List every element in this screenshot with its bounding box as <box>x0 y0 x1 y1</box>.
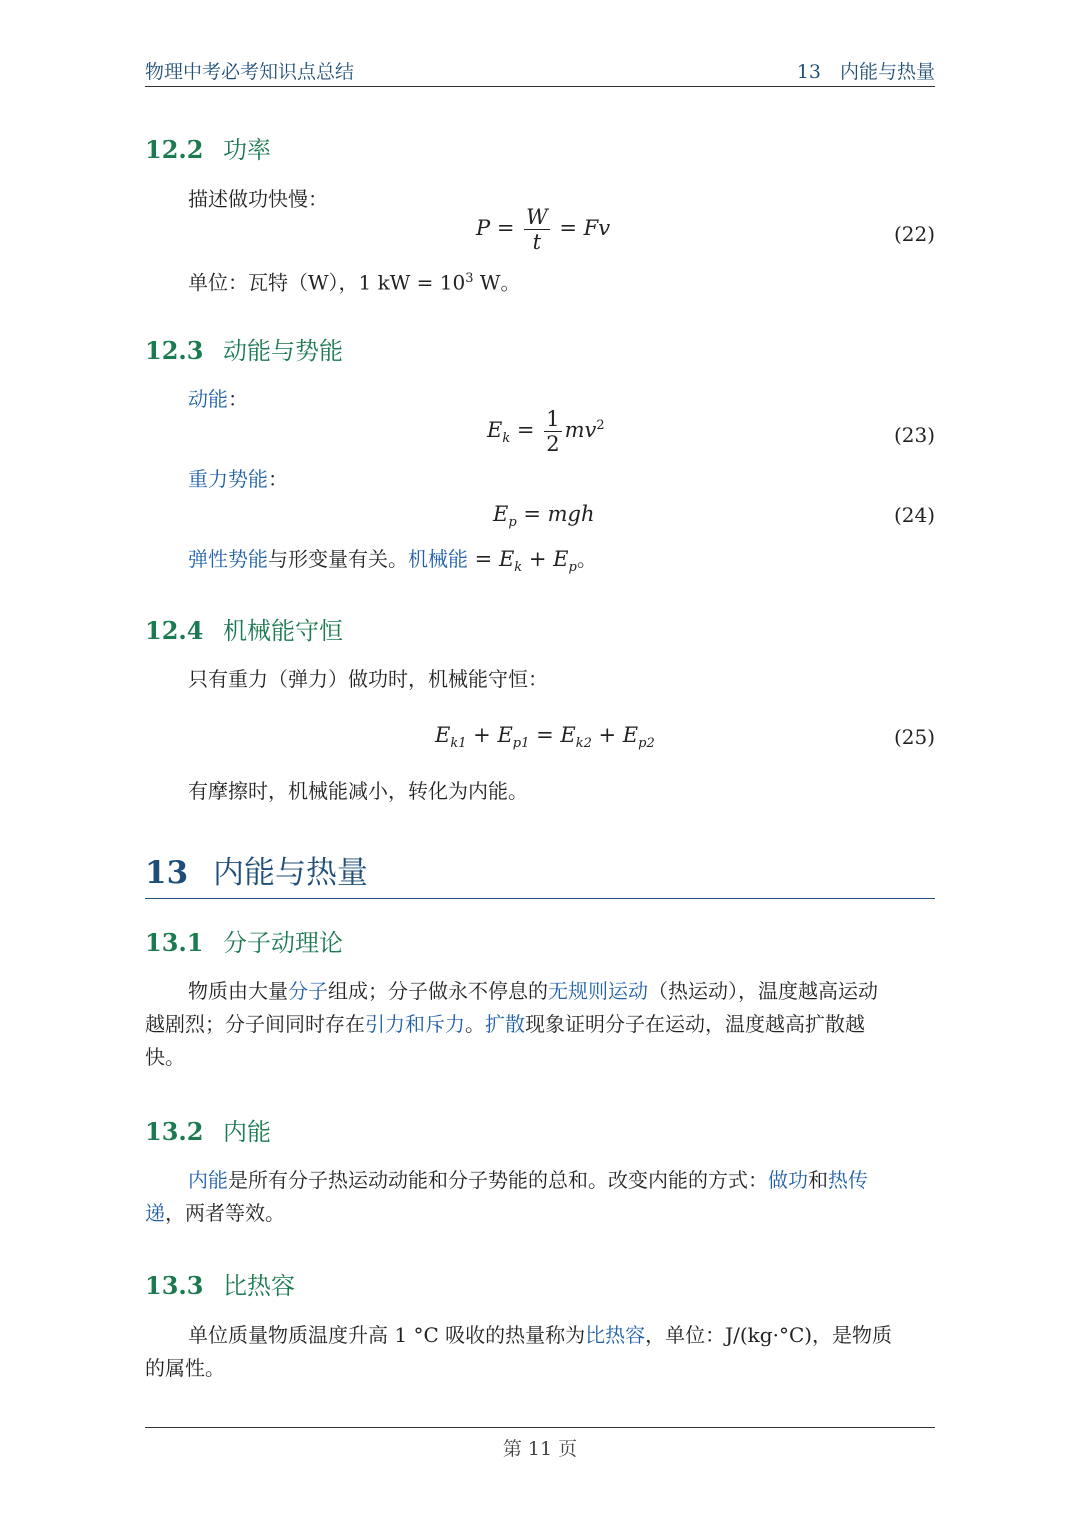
keyword-random-motion: 无规则运动 <box>548 979 648 1003</box>
text: 越剧烈；分子间同时存在 <box>145 1012 365 1036</box>
equation-number-22: (22) <box>893 222 935 246</box>
text: （热运动），温度越高运动 <box>648 979 878 1003</box>
text: ，两者等效。 <box>165 1201 285 1225</box>
paragraph-conservation-intro: 只有重力（弹力）做功时，机械能守恒： <box>188 667 548 691</box>
text: ，单位：J/(kg·°C)，是物质 <box>645 1323 893 1347</box>
keyword-kinetic-energy: 动能 <box>188 387 228 411</box>
chapter-rule <box>145 898 935 899</box>
running-header-chapter: 13 内能与热量 <box>796 61 935 83</box>
colon: ： <box>228 387 248 411</box>
page-number: 第 11 页 <box>502 1438 578 1460</box>
header-rule <box>145 86 935 87</box>
unit-tail: W。 <box>473 270 521 295</box>
section-title: 分子动理论 <box>223 929 343 957</box>
section-title: 机械能守恒 <box>223 617 343 645</box>
section-number: 13.3 <box>145 1271 204 1300</box>
section-number: 12.3 <box>145 336 204 365</box>
keyword-specific-heat: 比热容 <box>585 1323 646 1347</box>
section-title: 功率 <box>223 136 271 164</box>
text: 和 <box>808 1168 828 1192</box>
paragraph-internal-energy-line-1 <box>188 1164 868 1197</box>
text: 。 <box>465 1012 485 1036</box>
chapter-heading-13 <box>145 854 368 892</box>
colon: ： <box>268 467 288 491</box>
section-number: 12.4 <box>145 616 204 645</box>
equation-number-25: (25) <box>893 725 935 749</box>
paragraph-molecular-line-2 <box>145 1008 865 1041</box>
equation-number-24: (24) <box>893 503 935 527</box>
equation-kinetic-energy: $E_k$ = $\frac{1}{2}$ $mv^2$ <box>487 407 605 456</box>
paragraph-power-unit <box>188 262 520 300</box>
paragraph-molecular-line-3: 快。 <box>145 1045 185 1069</box>
paragraph-friction: 有摩擦时，机械能减小，转化为内能。 <box>188 779 528 803</box>
running-header-title: 物理中考必考知识点总结 <box>145 61 355 83</box>
keyword-work: 做功 <box>768 1168 808 1192</box>
keyword-heat-transfer-cont: 递 <box>145 1201 165 1225</box>
section-heading-13-3 <box>145 1271 295 1301</box>
section-number: 13.2 <box>145 1117 204 1146</box>
keyword-molecule: 分子 <box>288 979 328 1003</box>
keyword-mechanical-energy: 机械能 <box>408 547 468 571</box>
section-title: 动能与势能 <box>223 337 343 365</box>
chapter-number: 13 <box>145 855 189 891</box>
footer-rule <box>145 1427 935 1428</box>
paragraph-internal-energy-line-2 <box>145 1197 285 1230</box>
equation-number-23: (23) <box>893 423 935 447</box>
text: 是所有分子热运动动能和分子势能的总和。改变内能的方式： <box>228 1168 768 1192</box>
section-heading-12-4 <box>145 616 343 646</box>
section-heading-13-2 <box>145 1117 271 1147</box>
text: 现象证明分子在运动，温度越高扩散越 <box>525 1012 865 1036</box>
paragraph-elastic-mechanical <box>188 543 597 584</box>
paragraph-molecular-line-1 <box>188 975 878 1008</box>
chapter-title: 内能与热量 <box>213 855 368 891</box>
period: 。 <box>576 547 597 571</box>
section-heading-12-3 <box>145 336 343 366</box>
text: 物质由大量 <box>188 979 288 1003</box>
keyword-internal-energy: 内能 <box>188 1168 228 1192</box>
text: 单位质量物质温度升高 1 °C 吸收的热量称为 <box>188 1323 586 1347</box>
section-number: 13.1 <box>145 928 204 957</box>
paragraph-kinetic-label <box>188 383 248 416</box>
unit-text: 单位：瓦特（W），1 kW = 10 <box>188 270 466 295</box>
text: 组成；分子做永不停息的 <box>328 979 548 1003</box>
equation-conservation: $E_{k1} + E_{p1} = E_{k2} + E_{p2}$ <box>435 723 655 752</box>
section-title: 比热容 <box>223 1272 295 1300</box>
paragraph-power-intro: 描述做功快慢： <box>188 187 328 211</box>
inline-math-mechanical-energy: = $E_k + E_p$ <box>468 547 577 576</box>
keyword-elastic-potential-energy: 弹性势能 <box>188 547 268 571</box>
keyword-diffusion: 扩散 <box>485 1012 525 1036</box>
paragraph-potential-label <box>188 463 288 496</box>
keyword-gravitational-potential-energy: 重力势能 <box>188 467 268 491</box>
section-heading-12-2 <box>145 135 271 165</box>
section-title: 内能 <box>223 1118 271 1146</box>
section-number: 12.2 <box>145 135 204 164</box>
paragraph-specific-heat-line-2: 的属性。 <box>145 1356 225 1380</box>
keyword-attraction-repulsion: 引力和斥力 <box>365 1012 465 1036</box>
unit-exponent: 3 <box>465 271 474 286</box>
keyword-heat-transfer: 热传 <box>828 1168 868 1192</box>
equation-potential-energy: $E_p$ = mgh <box>493 502 595 531</box>
section-heading-13-1 <box>145 928 343 958</box>
equation-power: P = $\frac{W}{t}$ = Fv <box>476 205 611 254</box>
elastic-text: 与形变量有关。 <box>268 547 408 571</box>
paragraph-specific-heat-line-1 <box>188 1319 892 1352</box>
